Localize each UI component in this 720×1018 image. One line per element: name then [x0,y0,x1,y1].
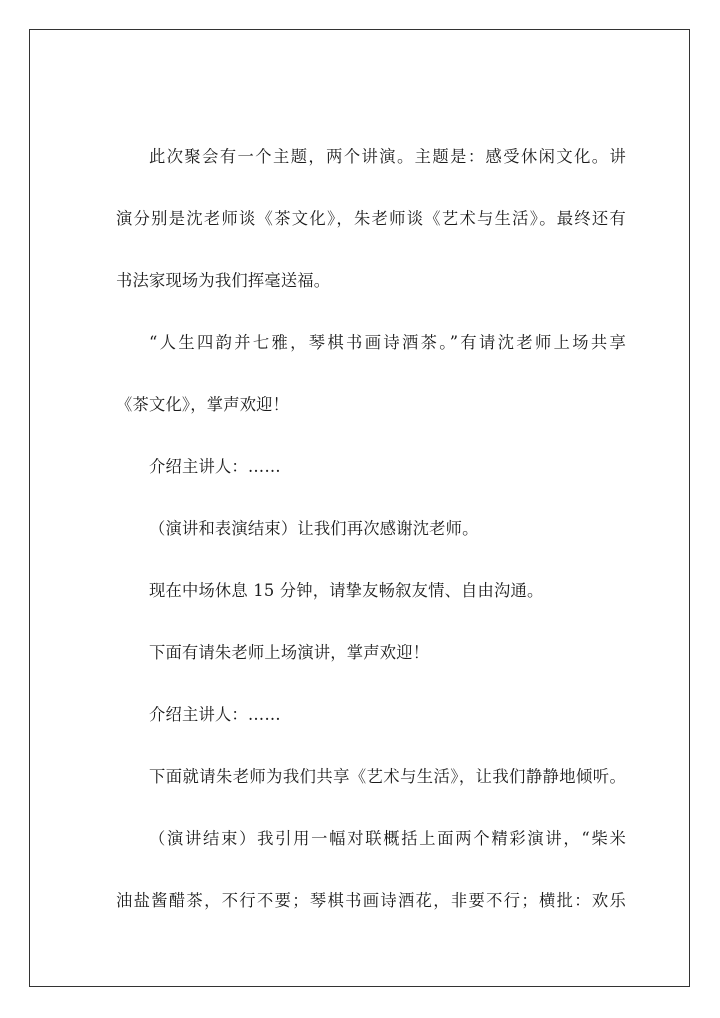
paragraph-line: 现在中场休息 15 分钟，请挚友畅叙友情、自由沟通。 [149,581,544,600]
paragraph-line: 下面就请朱老师为我们共享《艺术与生活》，让我们静静地倾听。 [149,767,626,786]
paragraph-line: 介绍主讲人：…… [149,705,281,724]
document-body [116,126,626,932]
paragraph-line: 下面有请朱老师上场演讲，掌声欢迎！ [149,643,430,662]
paragraph-line: 介绍主讲人：…… [149,457,281,476]
paragraph-line: 《茶文化》，掌声欢迎！ [116,395,290,414]
paragraph-line: 此次聚会有一个主题，两个讲演。主题是：感受休闲文化。讲 [149,147,626,166]
paragraph-line: 书法家现场为我们挥毫送福。 [116,271,331,290]
paragraph-line: （演讲和表演结束）让我们再次感谢沈老师。 [149,519,479,538]
paragraph-line: 油盐酱醋茶，不行不要；琴棋书画诗酒花，非要不行；横批：欢乐 [116,891,626,910]
paragraph-line: “人生四韵并七雅，琴棋书画诗酒茶。”有请沈老师上场共享 [149,333,626,352]
paragraph-line: （演讲结束）我引用一幅对联概括上面两个精彩演讲，“柴米 [149,829,626,848]
paragraph-line: 演分别是沈老师谈《茶文化》，朱老师谈《艺术与生活》。最终还有 [116,209,626,228]
